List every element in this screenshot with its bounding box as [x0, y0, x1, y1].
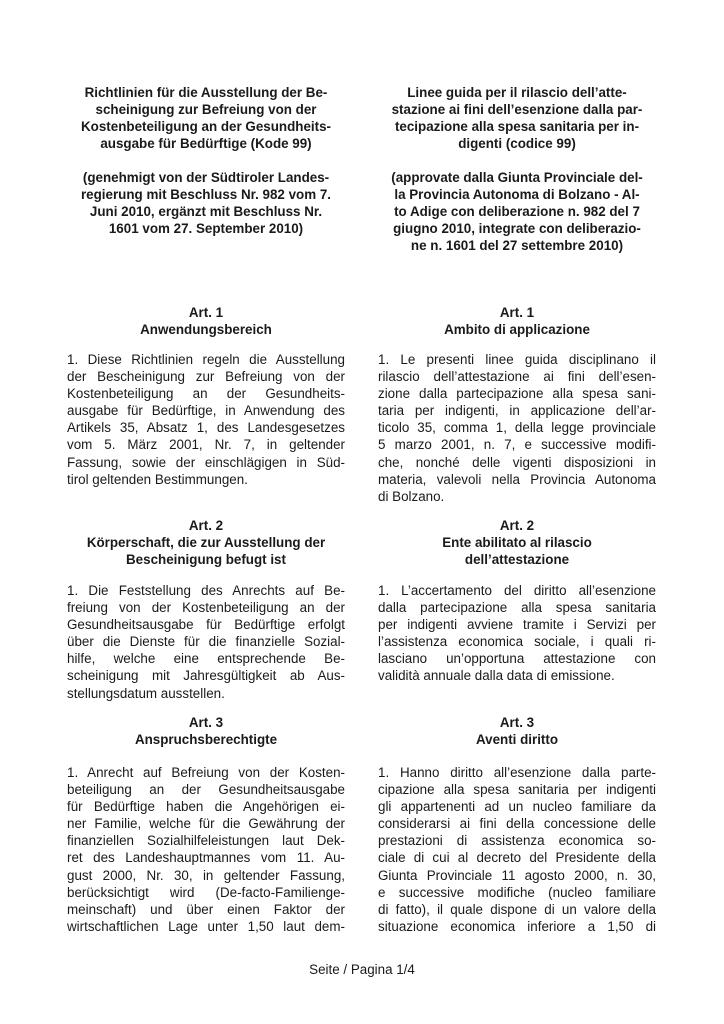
italian-art1-number: Art. 1 — [499, 305, 535, 320]
text-line: tecipazione alla spesa sanitaria per in- — [394, 119, 640, 135]
text-line: materia, valevoli nella Provincia Autonoma — [378, 471, 656, 487]
text-line: taria per indigenti, in applicazione dell’ar- — [378, 403, 656, 419]
text-line: ausgabe für Bedürftige, in Anwendung des — [67, 403, 345, 419]
german-art3-title — [67, 731, 345, 748]
text-line: scheinigung zur Befreiung von der — [95, 102, 317, 118]
text-line: di fatto), il quale dispone di un valore della — [378, 901, 656, 917]
text-line: für Bedürftige haben die Angehörigen ei- — [67, 799, 345, 815]
text-line: finanziellen Sozialhilfeleistungen laut Dek- — [67, 833, 345, 849]
page-footer: Seite / Pagina 1/4 — [309, 962, 415, 977]
italian-art1-body — [378, 351, 656, 505]
text-line: ausgabe für Bedürftige (Kode 99) — [100, 136, 312, 152]
italian-art3-number: Art. 3 — [499, 715, 535, 730]
text-line: beteiligung an der Gesundheitsausgabe — [67, 782, 345, 798]
text-line: Anwendungsbereich — [140, 322, 272, 338]
text-line: Aventi diritto — [475, 732, 559, 748]
text-line: über die Dienste für die finanzielle Sozial- — [67, 634, 345, 650]
text-line: Fassung, sowie der einschlägigen in Süd- — [67, 454, 345, 470]
german-art3-heading — [67, 714, 345, 748]
text-line: (genehmigt von der Südtiroler Landes- — [82, 170, 330, 185]
text-line: regierung mit Beschluss Nr. 982 vom 7. — [80, 187, 332, 203]
text-line: Giunta Provinciale 11 agosto 2000, n. 30, — [378, 867, 656, 883]
german-art1-body — [67, 351, 345, 488]
italian-art3-title — [378, 731, 656, 748]
text-line: der Bescheinigung zur Befreiung von der — [67, 369, 345, 385]
german-art1-number: Art. 1 — [188, 305, 224, 320]
text-line: Kostenbeteiligung an der Gesundheits- — [67, 386, 345, 402]
text-line: vom 5. März 2001, Nr. 7, in geltender — [67, 437, 345, 453]
text-line: validità annuale dalla data di emissione. — [378, 668, 615, 684]
text-line: 5 marzo 2001, n. 7, e successive modifi- — [378, 437, 656, 453]
text-line: 1. Diese Richtlinien regeln die Ausstellung — [67, 352, 345, 367]
text-line: gust 2000, Nr. 30, in geltender Fassung, — [67, 867, 345, 883]
text-line: (approvate dalla Giunta Provinciale del- — [391, 170, 643, 185]
german-approval-note — [67, 169, 345, 237]
text-line: freiung von der Kostenbeteiligung an der — [67, 600, 345, 616]
text-line: 1. Le presenti linee guida disciplinano il — [378, 352, 656, 367]
text-line: zione dalla partecipazione alla spesa sani- — [378, 386, 656, 402]
text-line: rilascio dell’attestazione ai fini dell’esen- — [378, 369, 656, 385]
text-line: ne n. 1601 del 27 settembre 2010) — [410, 238, 624, 254]
italian-art1-title — [378, 321, 656, 338]
text-line: dell’attestazione — [464, 552, 570, 568]
german-title — [67, 84, 345, 152]
text-line: considerarsi ai fini della concessione delle — [378, 816, 656, 832]
text-line: giugno 2010, integrate con deliberazio- — [393, 221, 641, 237]
text-line: ciale di cui al decreto del Presidente della — [378, 850, 656, 866]
text-line: 1. L’accertamento del diritto all’esenzione — [378, 583, 656, 598]
text-line: digenti (codice 99) — [458, 136, 576, 152]
text-line: dalla partecipazione alla spesa sanitaria — [378, 600, 656, 616]
italian-art2-number: Art. 2 — [499, 518, 535, 533]
text-line: prestazioni di assistenza economica so- — [378, 833, 656, 849]
text-line: 1. Hanno diritto all’esenzione dalla parte- — [378, 765, 656, 780]
german-art2-heading — [67, 517, 345, 568]
text-line: stellungsdatum ausstellen. — [67, 685, 225, 701]
text-line: tirol geltenden Bestimmungen. — [67, 471, 248, 487]
text-line: la Provincia Autonoma di Bolzano - Al- — [394, 187, 640, 203]
text-line: wirtschaftlichen Lage unter 1,50 laut dem- — [67, 918, 345, 934]
text-line: che, nonché delle vigenti disposizioni in — [378, 454, 656, 470]
text-line: di Bolzano. — [378, 488, 445, 504]
text-line: Kostenbeteiligung an der Gesundheits- — [81, 119, 331, 135]
text-line: gli appartenenti ad un nucleo familiare da — [378, 799, 656, 815]
italian-art2-title — [378, 534, 656, 568]
german-art2-number: Art. 2 — [188, 518, 224, 533]
text-line: Gesundheitsausgabe für Bedürftige erfolgt — [67, 617, 345, 633]
text-line: Linee guida per il rilascio dell’atte- — [407, 85, 627, 100]
italian-art2-heading — [378, 517, 656, 568]
text-line: Juni 2010, ergänzt mit Beschluss Nr. — [89, 204, 323, 220]
german-art1-heading — [67, 304, 345, 338]
italian-art2-body — [378, 582, 656, 685]
italian-approval-note — [378, 169, 656, 254]
italian-art1-heading — [378, 304, 656, 338]
text-line: e successive modifiche (nucleo familiare — [378, 884, 656, 900]
text-line: ret des Landeshauptmannes vom 11. Au- — [67, 850, 345, 866]
text-line: hilfe, welche eine entsprechende Be- — [67, 651, 345, 667]
text-line: Ambito di applicazione — [444, 322, 590, 338]
text-line: l’assistenza economica sociale, i quali ri- — [378, 634, 656, 650]
text-line: ner Familie, welche für die Gewährung der — [67, 816, 345, 832]
text-line: lasciano un’opportuna attestazione con — [378, 651, 656, 667]
text-line: 1. Die Feststellung des Anrechts auf Be- — [67, 583, 345, 598]
german-art2-title — [67, 534, 345, 568]
text-line: Anspruchsberechtigte — [134, 732, 278, 748]
text-line: meinschaft) und über einen Faktor der — [67, 901, 345, 917]
text-line: Bescheinigung befugt ist — [126, 552, 286, 568]
text-line: per indigenti avviene tramite i Servizi per — [378, 617, 656, 633]
text-line: situazione economica inferiore a 1,50 di — [378, 918, 656, 934]
german-art1-title — [67, 321, 345, 338]
text-line: 1601 vom 27. September 2010) — [108, 221, 304, 237]
text-line: berücksichtigt wird (De-facto-Familienge- — [67, 884, 345, 900]
german-art3-body — [67, 764, 345, 935]
text-line: scheinigung mit Jahresgültigkeit ab Aus- — [67, 668, 345, 684]
italian-title — [378, 84, 656, 152]
german-art3-number: Art. 3 — [188, 715, 224, 730]
text-line: Richtlinien für die Ausstellung der Be- — [84, 85, 328, 100]
italian-art3-body — [378, 764, 656, 935]
text-line: Artikels 35, Absatz 1, des Landesgesetzes — [67, 420, 345, 436]
german-art2-body — [67, 582, 345, 702]
text-line: Körperschaft, die zur Ausstellung der — [86, 535, 326, 551]
italian-art3-heading — [378, 714, 656, 748]
text-line: 1. Anrecht auf Befreiung von der Kosten- — [67, 765, 345, 780]
text-line: Ente abilitato al rilascio — [442, 535, 592, 551]
text-line: to Adige con deliberazione n. 982 del 7 — [394, 204, 640, 220]
text-line: ticolo 35, comma 1, della legge provinciale — [378, 420, 656, 436]
text-line: cipazione alla spesa sanitaria per indigenti — [378, 782, 656, 798]
text-line: stazione ai fini dell’esenzione dalla par- — [391, 102, 643, 118]
